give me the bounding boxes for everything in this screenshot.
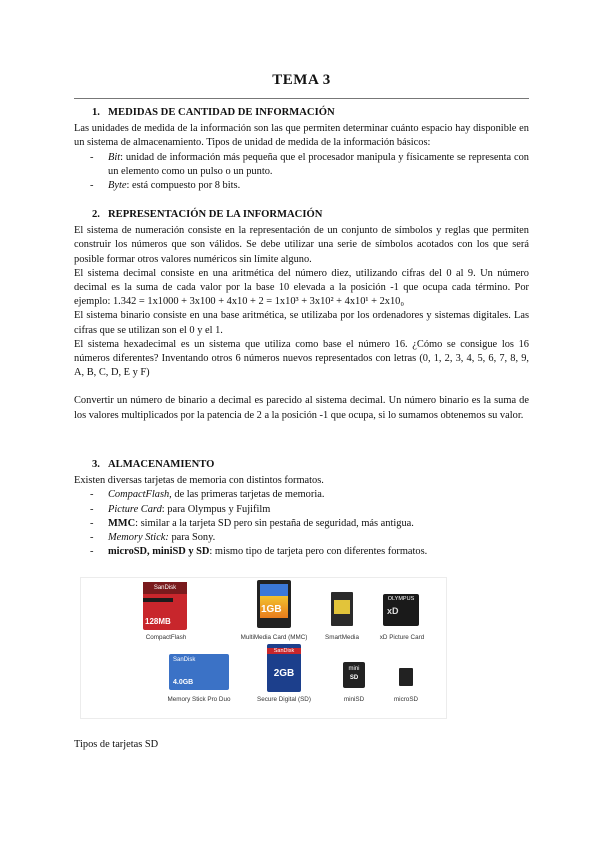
- label-mmc: MultiMedia Card (MMC): [240, 634, 308, 641]
- xd-brand-text: OLYMPUS: [387, 596, 415, 602]
- paragraph-hexadecimal: El sistema hexadecimal es un sistema que utiliza como base el número 16. ¿Cómo se consigue los 16 números diferentes? Inventando otros 6 números nuevos representados con letras (0, 1, 2, 3, 4, 5, 6, 7, 8, 9, A, B, C, D, E y F): [74, 338, 529, 379]
- definition-microsd: : mismo tipo de tarjeta pero con diferentes formatos.: [209, 546, 428, 558]
- list-item-bit: - Bit: unidad de información más pequeña que el procesador manipula y físicamente se representa con un elemento como un pulso o un punto.: [90, 151, 529, 177]
- smartmedia-card-image: [331, 592, 353, 626]
- list-item-mmc: - MMC: similar a la tarjeta SD pero sin pestaña de seguridad, más antigua.: [90, 517, 414, 529]
- term-byte: Byte: [108, 180, 127, 192]
- term-memory-stick: Memory Stick:: [108, 532, 169, 544]
- minisd-mini-text: mini: [348, 666, 360, 672]
- section-1-heading: [92, 106, 529, 120]
- label-memory-stick: Memory Stick Pro Duo: [167, 696, 231, 703]
- list-item-memory-stick: - Memory Stick: para Sony.: [90, 532, 216, 544]
- definition-memory-stick: para Sony.: [168, 532, 216, 544]
- section-3-number: 3.: [92, 459, 100, 470]
- section-3-list: [74, 488, 529, 559]
- sd-size-text: 2GB: [273, 668, 295, 679]
- list-item-byte: - Byte: está compuesto por 8 bits.: [90, 180, 241, 192]
- section-2-number: 2.: [92, 209, 100, 220]
- section-3-intro: Existen diversas tarjetas de memoria con distintos formatos.: [74, 475, 324, 487]
- sd-card-image: [267, 644, 301, 692]
- section-2-title: REPRESENTACIÓN DE LA INFORMACIÓN: [108, 209, 323, 220]
- cf-brand-text: SanDisk: [143, 582, 187, 594]
- definition-picture-card: : para Olympus y Fujifilm: [161, 503, 271, 515]
- paragraph-decimal: El sistema decimal consiste en una aritmética del número diez, utilizando cifras del 0 al 9. Un número decimal es la suma de cada valor por la base 10 elevada a la posición -1 que ocupa cada término. Por ejemplo: 1.342 = 1x1000 + 3x100 + 4x10 + 2 = 1x10³ + 3x10² + 4x10¹ + 2x10₀: [74, 267, 529, 308]
- term-microsd: microSD, miniSD y SD: [108, 546, 210, 558]
- section-1-title: MEDIDAS DE CANTIDAD DE INFORMACIÓN: [108, 107, 335, 118]
- list-item-microsd: - microSD, miniSD y SD: mismo tipo de tarjeta pero con diferentes formatos.: [90, 546, 428, 558]
- sd-brand-text: SanDisk: [267, 648, 301, 654]
- figure-caption: Tipos de tarjetas SD: [74, 739, 159, 750]
- paragraph-conversion: Convertir un número de binario a decimal es parecido al sistema decimal. Un número binario es la suma de los valores multiplicados por la patencia de 2 a la posición -1 que ocupa, si lo sumamos obtenemos su valor.: [74, 395, 529, 421]
- section-1-number: 1.: [92, 107, 100, 118]
- list-item-picture-card: - Picture Card: para Olympus y Fujifilm: [90, 503, 271, 515]
- mmc-size-text: 1GB: [261, 604, 282, 615]
- minisd-card-image: [343, 662, 365, 688]
- ms-size-text: 4.0GB: [173, 679, 194, 686]
- section-1-list: [74, 151, 529, 194]
- mmc-card-image: [257, 580, 291, 628]
- term-bit: Bit: [108, 151, 121, 163]
- label-xd: xD Picture Card: [379, 634, 425, 641]
- term-mmc: MMC: [108, 517, 136, 529]
- paragraph-binario: El sistema binario consiste en una base aritmética, se utilizaba por los ordenadores y sistemas digitales. Las cifras que se utilizan son el 0 y el 1.: [74, 310, 529, 336]
- section-3: [74, 458, 529, 559]
- definition-mmc: : similar a la tarjeta SD pero sin pestaña de seguridad, más antigua.: [135, 517, 414, 529]
- minisd-sd-text: SD: [349, 675, 359, 681]
- section-1-intro: Las unidades de medida de la información son las que permiten determinar cuánto espacio hay disponible en un sistema de almacenamiento. Tipos de unidad de medida de la información básicos:: [74, 123, 529, 149]
- definition-byte: : está compuesto por 8 bits.: [126, 180, 241, 192]
- definition-compactflash: de las primeras tarjetas de memoria.: [171, 489, 325, 501]
- section-2: [74, 208, 529, 423]
- section-3-title: ALMACENAMIENTO: [108, 459, 215, 470]
- ms-brand-text: SanDisk: [173, 657, 196, 663]
- label-microsd: microSD: [393, 696, 419, 703]
- compactflash-card-image: [143, 582, 187, 630]
- term-picture-card: Picture Card: [108, 503, 162, 515]
- xd-sub-text: xD: [387, 606, 399, 616]
- list-item-compactflash: - CompactFlash, de las primeras tarjetas de memoria.: [90, 489, 325, 501]
- label-smartmedia: SmartMedia: [325, 634, 359, 641]
- label-sd: Secure Digital (SD): [257, 696, 311, 703]
- memory-cards-figure: [80, 577, 447, 719]
- title-rule: [74, 98, 529, 99]
- label-minisd: miniSD: [343, 696, 365, 703]
- cf-size-text: 128MB: [145, 617, 171, 626]
- paragraph-numeracion: El sistema de numeración consiste en la representación de un conjunto de símbolos y reglas que permiten construir los números que son válidos. Se debe utilizar una serie de símbolos acotados con los que será posible formar otros valores numéricos sin límite alguno.: [74, 225, 529, 265]
- section-2-heading: [92, 208, 529, 222]
- section-1: [74, 106, 529, 193]
- section-3-heading: [92, 458, 529, 472]
- term-compactflash: CompactFlash,: [108, 489, 172, 501]
- memory-stick-image: [169, 654, 229, 690]
- page-title: TEMA 3: [272, 72, 331, 88]
- definition-bit: : unidad de información más pequeña que el procesador manipula y físicamente se representa con un elemento como un pulso o un punto.: [108, 151, 529, 177]
- microsd-card-image: [399, 668, 413, 686]
- xd-card-image: [383, 594, 419, 626]
- label-compactflash: CompactFlash: [145, 634, 187, 641]
